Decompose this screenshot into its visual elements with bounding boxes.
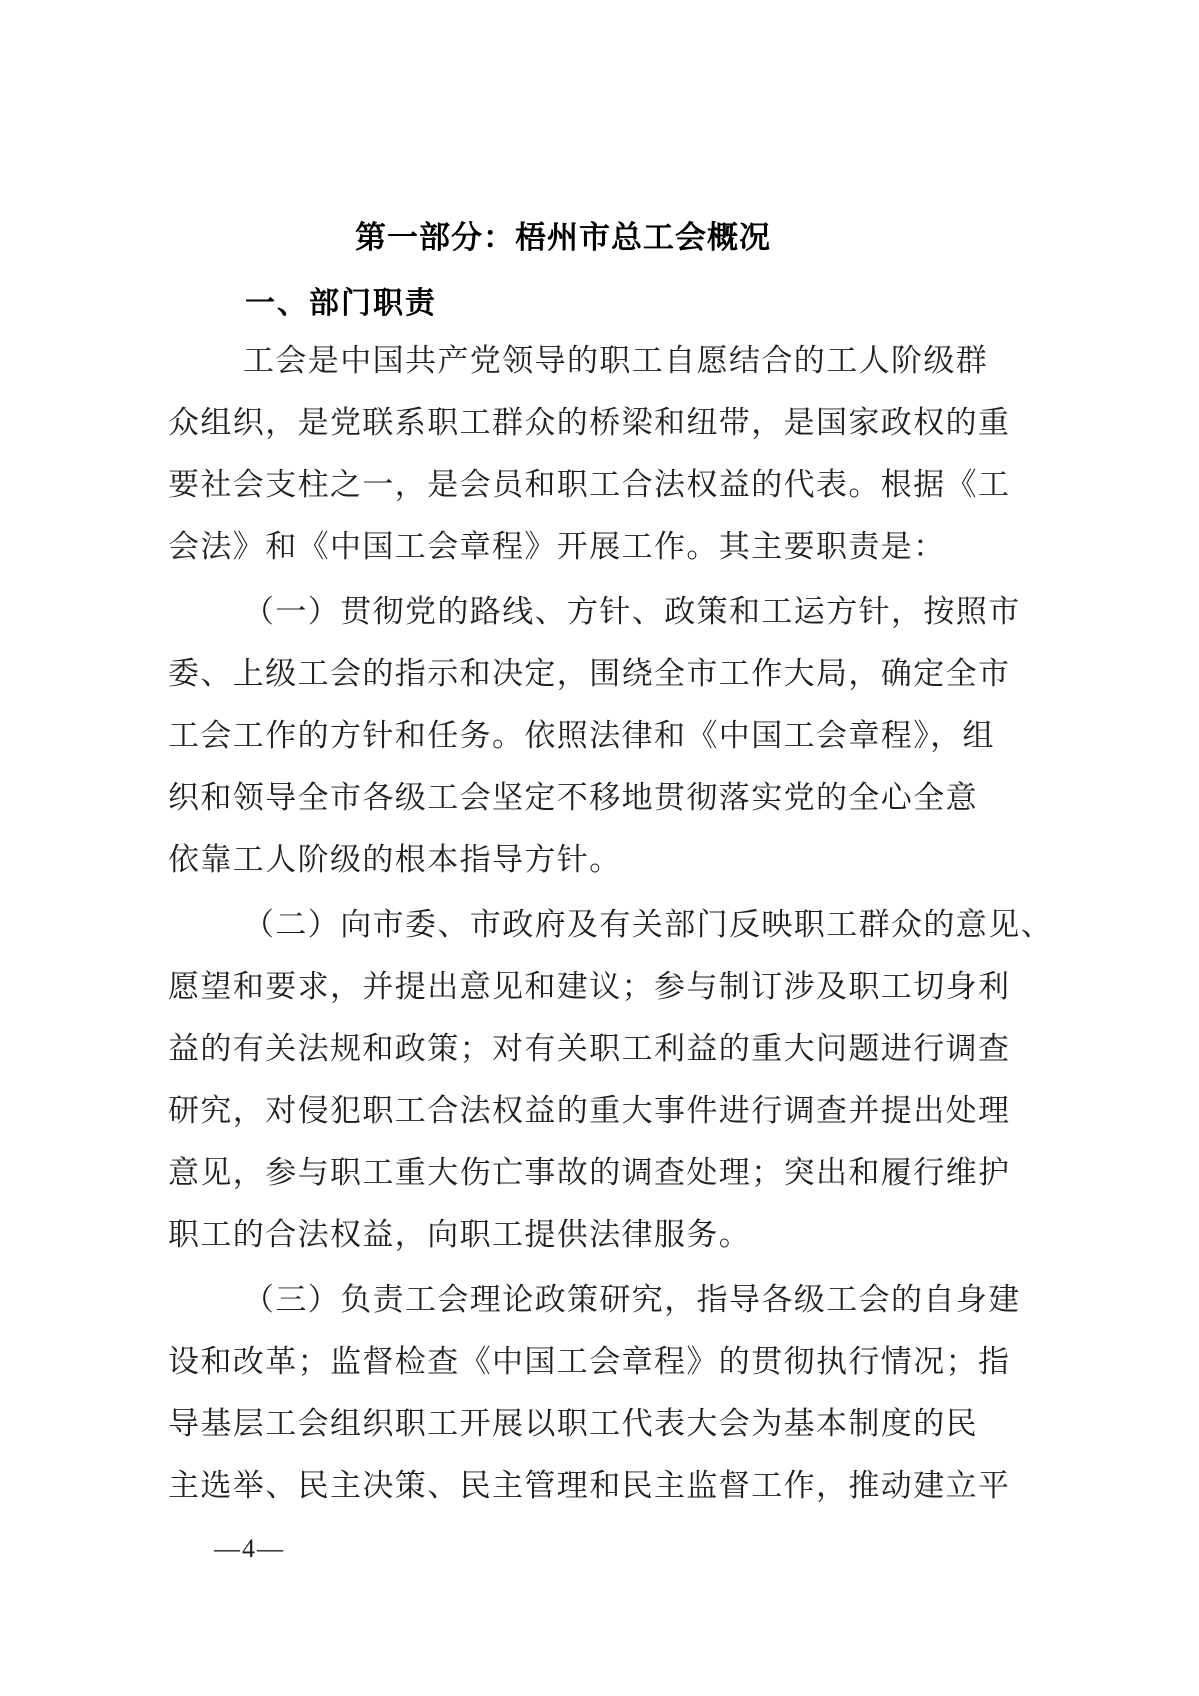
document-body — [168, 330, 1053, 1517]
body-line: 织和领导全市各级工会坚定不移地贯彻落实党的全心全意 — [168, 780, 978, 815]
paragraph-duty-2 — [168, 894, 1053, 1266]
body-line: 依靠工人阶级的根本指导方针。 — [168, 842, 622, 877]
body-line: 益的有关法规和政策；对有关职工利益的重大问题进行调查 — [168, 1031, 1011, 1066]
document-title: 第一部分：梧州市总工会概况 — [355, 220, 771, 255]
body-line: （三）负责工会理论政策研究，指导各级工会的自身建 — [243, 1282, 1021, 1317]
body-line: （一）贯彻党的路线、方针、政策和工运方针，按照市 — [243, 594, 1021, 629]
body-line: 会法》和《中国工会章程》开展工作。其主要职责是： — [168, 529, 946, 564]
body-line: 主选举、民主决策、民主管理和民主监督工作，推动建立平 — [168, 1468, 1011, 1503]
body-line: 职工的合法权益，向职工提供法律服务。 — [168, 1217, 752, 1252]
body-line: 委、上级工会的指示和决定，围绕全市工作大局，确定全市 — [168, 656, 1011, 691]
body-line: 要社会支柱之一，是会员和职工合法权益的代表。根据《工 — [168, 467, 1011, 502]
paragraph-duty-3 — [168, 1269, 1030, 1517]
paragraph-intro — [168, 330, 1030, 578]
body-line: 工会工作的方针和任务。依照法律和《中国工会章程》，组 — [168, 718, 995, 753]
body-line: 研究，对侵犯职工合法权益的重大事件进行调查并提出处理 — [168, 1093, 1011, 1128]
body-line: 设和改革；监督检查《中国工会章程》的贯彻执行情况；指 — [168, 1344, 1011, 1379]
body-line: 众组织，是党联系职工群众的桥梁和纽带，是国家政权的重 — [168, 405, 1011, 440]
body-line: 意见，参与职工重大伤亡事故的调查处理；突出和履行维护 — [168, 1155, 1011, 1190]
body-line: 工会是中国共产党领导的职工自愿结合的工人阶级群 — [243, 343, 989, 378]
section-heading: 一、部门职责 — [245, 287, 437, 320]
paragraph-duty-1 — [168, 581, 1030, 891]
body-line: 愿望和要求，并提出意见和建议；参与制订涉及职工切身利 — [168, 969, 1011, 1004]
page-number: —4— — [214, 1534, 285, 1563]
body-line: （二）向市委、市政府及有关部门反映职工群众的意见、 — [243, 907, 1053, 942]
body-line: 导基层工会组织职工开展以职工代表大会为基本制度的民 — [168, 1406, 978, 1441]
